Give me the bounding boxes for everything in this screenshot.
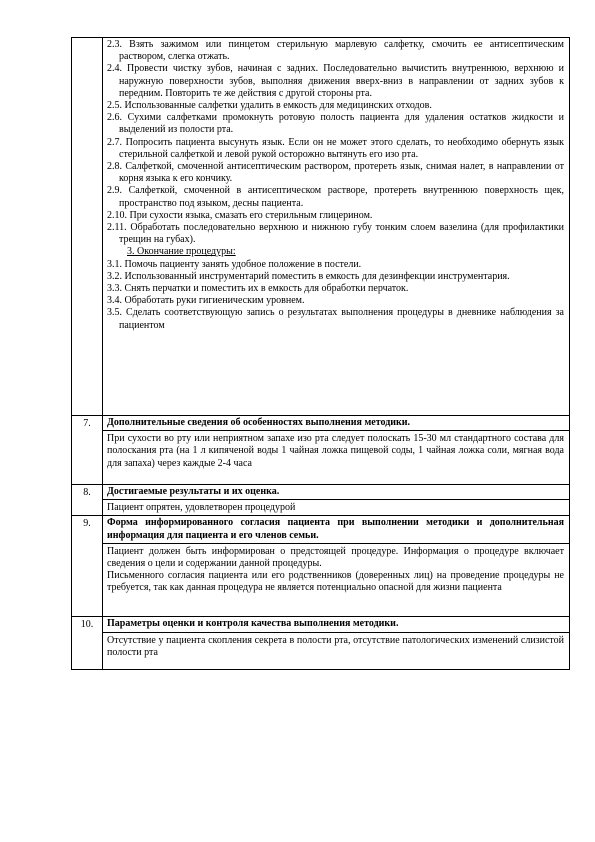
step-item: 3.5. Сделать соответствующую запись о результатах выполнения процедуры в дневнике наблюдения за пациентом [107, 307, 564, 331]
step-item: 2.7. Попросить пациента высунуть язык. Если он не может этого сделать, то необходимо обернуть язык стерильной салфеткой и левой рукой осторожно вытянуть его изо рта. [107, 136, 564, 160]
section-body: Пациент должен быть информирован о предстоящей процедуре. Информация о процедуре включает сведения о цели и содержании данной процедуры. [107, 545, 564, 570]
row-number: 8. [72, 485, 103, 516]
section-heading: Достигаемые результаты и их оценка. [103, 486, 569, 500]
step-item: 2.9. Салфеткой, смоченной в антисептическом растворе, протереть внутреннюю поверхность щек, пространство под языком, десны пациента. [107, 185, 564, 209]
step-item: 2.11. Обработать последовательно верхнюю и нижнюю губу тонким слоем вазелина (для профилактики трещин на губах). [107, 222, 564, 246]
step-item: 3.4. Обработать руки гигиеническим уровнем. [107, 295, 305, 307]
section-body: При сухости во рту или неприятном запахе изо рта следует полоскать 15-30 мл стандартного состава для полоскания рта (на 1 л кипяченой воды 1 чайная ложка пищевой соды, 1 чайная ложка соли, мягная вода для запаха) через каждые 2-4 часа [107, 433, 564, 469]
section-cell [103, 485, 570, 516]
section-body: Отсутствие у пациента скопления секрета в полости рта, отсутствие патологических изменений слизистой полости рта [107, 634, 564, 658]
row-number: 9. [72, 516, 103, 617]
section-body: Письменного согласия пациента или его родственников (доверенных лиц) на проведение процедуры не требуется, так как данная процедура не является потенциально опасной для жизни пациента [107, 570, 564, 594]
step-item: 3.3. Снять перчатки и поместить их в емкость для обработки перчаток. [107, 283, 409, 295]
step-item: 2.4. Провести чистку зубов, начиная с задних. Последовательно вычистить внутреннюю, верхнюю и наружную поверхности зубов, выполняя движения вверх-вниз в направлении от задних зубов к передним. Повторить те же действия с другой стороны рта. [107, 63, 564, 99]
steps-cell [103, 38, 570, 416]
section-heading: Дополнительные сведения об особенностях выполнения методики. [103, 417, 569, 431]
section-3-heading: 3. Окончание процедуры: [127, 246, 236, 258]
section-heading: Форма информированного согласия пациента при выполнении методики и дополнительная информация для пациента и его членов семьи. [103, 517, 569, 543]
section-cell [103, 416, 570, 485]
section-heading: Параметры оценки и контроля качества выполнения методики. [103, 618, 569, 632]
step-item: 3.1. Помочь пациенту занять удобное положение в постели. [107, 258, 362, 270]
table-row [72, 38, 570, 416]
step-item: 2.6. Сухими салфетками промокнуть ротовую полость пациента для удаления остатков жидкости и выделений из полости рта. [107, 112, 564, 136]
table-row [72, 617, 570, 670]
section-cell [103, 617, 570, 670]
section-body: Пациент опрятен, удовлетворен процедурой [107, 502, 296, 514]
step-item: 2.5. Использованные салфетки удалить в емкость для медицинских отходов. [107, 100, 432, 112]
table-row [72, 416, 570, 485]
table-row [72, 485, 570, 516]
procedure-table [71, 37, 570, 670]
step-item: 2.8. Салфеткой, смоченной антисептическим раствором, протереть язык, снимая налет, в направлении от корня языка к его кончику. [107, 161, 564, 185]
section-cell [103, 516, 570, 617]
row-number: 7. [72, 416, 103, 485]
step-item: 2.10. При сухости языка, смазать его стерильным глицерином. [107, 209, 373, 221]
row-number: 10. [72, 617, 103, 670]
row-number-cell [72, 38, 103, 416]
step-item: 3.2. Использованный инструментарий поместить в емкость для дезинфекции инструментария. [107, 270, 510, 282]
step-item: 2.3. Взять зажимом или пинцетом стерильную марлевую салфетку, смочить ее антисептическим раствором, слегка отжать. [107, 39, 564, 63]
table-row [72, 516, 570, 617]
